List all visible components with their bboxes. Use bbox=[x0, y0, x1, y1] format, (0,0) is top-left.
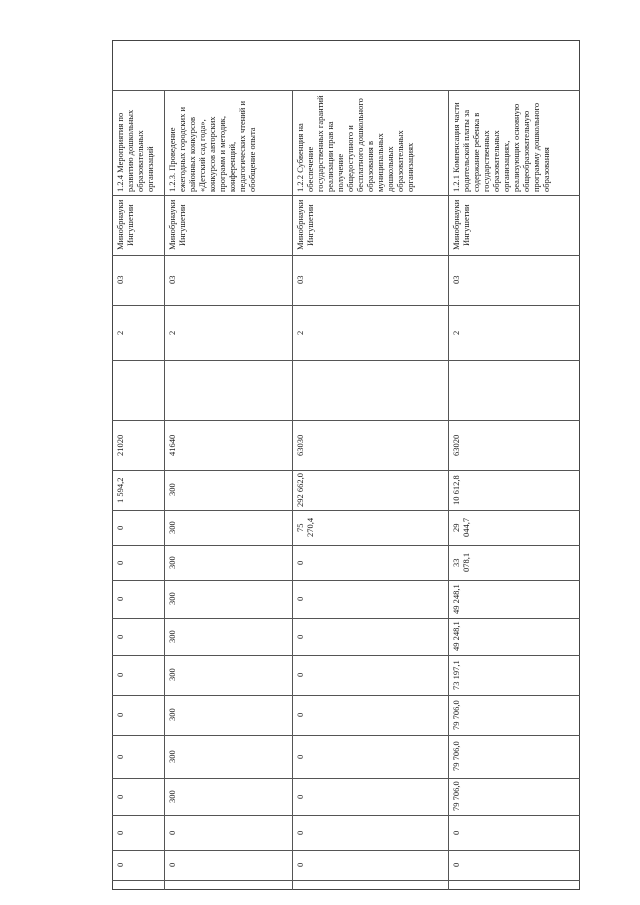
row-code-4: 63020 bbox=[451, 434, 461, 456]
column-divider bbox=[112, 510, 580, 511]
row-value-2: 75 270,4 bbox=[295, 517, 315, 538]
row-value-7: 300 bbox=[167, 708, 177, 722]
row-code-2: 2 bbox=[295, 330, 305, 335]
row-value-7: 0 bbox=[115, 712, 125, 718]
row-code-2: 2 bbox=[167, 330, 177, 335]
row-executor: Минобрнауки Ингушетии bbox=[167, 199, 187, 251]
row-description: 1.2.4 Мероприятия по развитию дошкольных образовательных организаций bbox=[115, 109, 155, 192]
row-divider bbox=[164, 90, 165, 890]
row-value-3: 0 bbox=[295, 560, 305, 565]
row-value-1: 300 bbox=[167, 483, 177, 497]
row-value-2: 0 bbox=[115, 525, 125, 530]
row-value-4: 300 bbox=[167, 592, 177, 606]
row-value-6: 73 197,1 bbox=[451, 660, 461, 690]
column-divider bbox=[112, 305, 580, 306]
row-executor: Минобрнауки Ингушетии bbox=[451, 199, 471, 251]
column-divider bbox=[112, 195, 580, 196]
row-value-5: 0 bbox=[115, 634, 125, 639]
row-code-4: 63030 bbox=[295, 434, 305, 456]
row-value-11: 0 bbox=[295, 862, 305, 868]
column-divider bbox=[112, 360, 580, 361]
row-value-1: 292 662,0 bbox=[295, 473, 305, 507]
column-divider bbox=[112, 735, 580, 736]
row-value-9: 300 bbox=[167, 790, 177, 803]
row-value-8: 300 bbox=[167, 750, 177, 763]
row-description: 1.2.1 Компенсация части родительской платы за содержание ребенка в государственных образовательных организациях, реализующих основную общеобразовательную программу дошкольного образования bbox=[451, 102, 551, 192]
row-code-3 bbox=[295, 363, 445, 417]
column-divider bbox=[112, 655, 580, 656]
row-value-4: 0 bbox=[295, 596, 305, 602]
row-value-4: 0 bbox=[115, 596, 125, 602]
row-value-7: 79 706,0 bbox=[451, 700, 461, 730]
row-value-10: 0 bbox=[167, 830, 177, 835]
row-value-9: 79 706,0 bbox=[451, 781, 461, 812]
row-value-5: 49 248,1 bbox=[451, 621, 461, 652]
row-executor: Минобрнауки Ингушетии bbox=[295, 199, 315, 251]
row-value-9: 0 bbox=[115, 794, 125, 799]
row-value-6: 0 bbox=[115, 672, 125, 678]
row-value-7: 0 bbox=[295, 712, 305, 718]
row-value-8: 0 bbox=[295, 754, 305, 759]
row-value-8: 79 706,0 bbox=[451, 741, 461, 772]
column-divider bbox=[112, 850, 580, 851]
row-value-2: 29 044,7 bbox=[451, 517, 471, 538]
row-value-11: 0 bbox=[451, 862, 461, 868]
row-divider bbox=[448, 90, 449, 890]
column-divider bbox=[112, 618, 580, 619]
column-divider bbox=[112, 545, 580, 546]
row-code-3 bbox=[167, 363, 289, 417]
row-divider bbox=[292, 90, 293, 890]
row-description: 1.2.2 Субвенция на обеспечение государственных гарантий реализации прав на получение общедоступного и бесплатного дошкольного образования в муниципальных дошкольных образовательных организациях bbox=[295, 95, 415, 192]
row-executor: Минобрнауки Ингушетии bbox=[115, 199, 135, 251]
row-value-1: 1 594,2 bbox=[115, 477, 125, 503]
row-value-10: 0 bbox=[451, 830, 461, 835]
column-divider bbox=[112, 420, 580, 421]
column-divider bbox=[112, 880, 580, 881]
column-divider bbox=[112, 580, 580, 581]
row-value-3: 300 bbox=[167, 556, 177, 569]
row-value-3: 0 bbox=[115, 560, 125, 565]
row-value-11: 0 bbox=[115, 862, 125, 868]
row-value-6: 300 bbox=[167, 668, 177, 682]
row-code-1: 03 bbox=[167, 275, 177, 285]
row-value-3: 33 078,1 bbox=[451, 552, 471, 573]
row-code-4: 21020 bbox=[115, 434, 125, 456]
column-divider bbox=[112, 90, 580, 91]
row-value-9: 0 bbox=[295, 794, 305, 799]
row-code-1: 03 bbox=[295, 275, 305, 285]
row-value-4: 49 248,1 bbox=[451, 584, 461, 614]
row-value-1: 10 612,8 bbox=[451, 475, 461, 505]
column-divider bbox=[112, 695, 580, 696]
column-divider bbox=[112, 815, 580, 816]
row-code-3 bbox=[115, 363, 161, 417]
column-divider bbox=[112, 778, 580, 779]
row-code-2: 2 bbox=[115, 330, 125, 335]
row-value-8: 0 bbox=[115, 754, 125, 759]
row-value-11: 0 bbox=[167, 862, 177, 868]
row-description: 1.2.3. Проведение ежегодных городских и районных конкурсов «Детский сад года», конкурсов авторских программ и методик, конференций, педагогических чтений и обобщение опыта bbox=[167, 100, 257, 192]
row-value-2: 300 bbox=[167, 521, 177, 534]
row-value-10: 0 bbox=[295, 830, 305, 835]
row-code-3 bbox=[451, 363, 577, 417]
row-value-10: 0 bbox=[115, 830, 125, 835]
row-code-2: 2 bbox=[451, 330, 461, 335]
row-value-6: 0 bbox=[295, 672, 305, 678]
row-code-4: 41640 bbox=[167, 434, 177, 456]
column-divider bbox=[112, 470, 580, 471]
row-code-1: 03 bbox=[115, 275, 125, 285]
column-divider bbox=[112, 255, 580, 256]
row-value-5: 300 bbox=[167, 630, 177, 643]
row-code-1: 03 bbox=[451, 275, 461, 285]
row-value-5: 0 bbox=[295, 634, 305, 639]
